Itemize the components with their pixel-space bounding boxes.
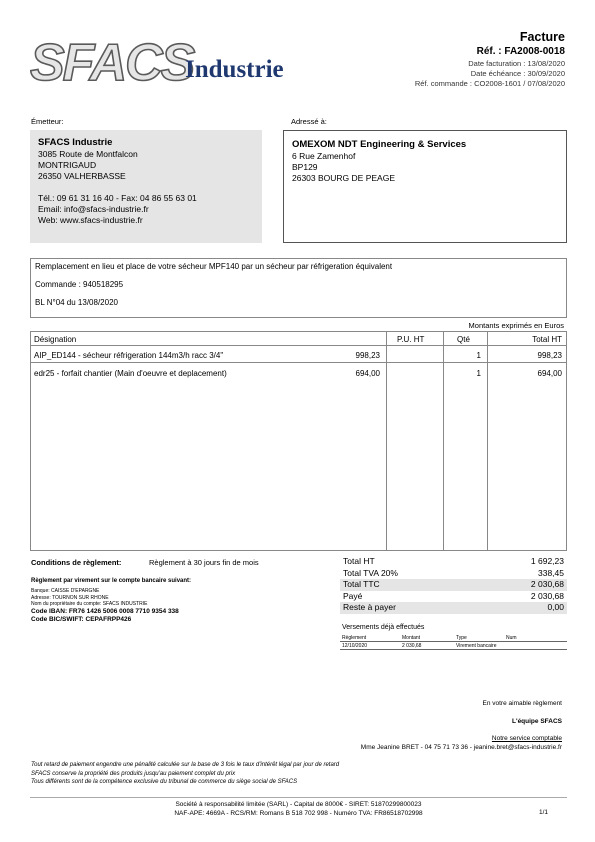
- total-row: [340, 579, 567, 591]
- total-value: 1 692,23: [530, 556, 564, 566]
- payment-type: Virement bancaire: [456, 643, 497, 649]
- legal-notice-line: Tout retard de paiement engendre une pénalité calculée sur la base de 3 fois le taux d'intérêt légal par jour de retard: [31, 762, 340, 768]
- emitter-phone: Tél.: 09 61 31 16 40 - Fax: 04 86 55 63 01: [38, 193, 197, 203]
- conditions-label: Conditions de règlement:: [31, 558, 122, 567]
- invoice-header: [305, 30, 565, 89]
- emitter-address-line: MONTRIGAUD: [38, 160, 97, 170]
- accounting-service: Notre service comptable: [491, 735, 562, 742]
- bic-code: Code BIC/SWIFT: CEPAFRPP426: [31, 615, 132, 623]
- emitter-name: SFACS Industrie: [38, 137, 113, 148]
- total-label: Reste à payer: [343, 602, 396, 612]
- bank-name: Banque: CAISSE D'EPARGNE: [31, 588, 100, 594]
- total-label: Total TVA 20%: [343, 567, 398, 578]
- addressee-name: OMEXOM NDT Engineering & Services: [292, 139, 467, 150]
- legal-notice: [31, 761, 431, 787]
- emitter-website: Web: www.sfacs-industrie.fr: [38, 215, 143, 225]
- row-quantity: 1: [476, 351, 481, 360]
- total-row: [340, 591, 567, 603]
- items-table: [30, 331, 567, 551]
- total-row: [340, 602, 567, 614]
- total-value: 0,00: [547, 602, 564, 612]
- footer-company-info: [30, 800, 567, 818]
- invoice-title: Facture: [519, 30, 565, 44]
- emitter-email: Email: info@sfacs-industrie.fr: [38, 204, 149, 214]
- row-total: 998,23: [537, 351, 562, 360]
- payments-header-date: Règlement: [342, 635, 367, 641]
- total-label: Total TTC: [343, 579, 380, 589]
- bank-address: Adresse: TOURNON SUR RHONE: [31, 594, 109, 601]
- payment-amount: 2 030,68: [402, 643, 422, 649]
- emitter-box: [30, 130, 262, 243]
- total-label: Total HT: [343, 556, 375, 566]
- payment-date: 12/10/2020: [342, 643, 368, 649]
- currency-note: Montants exprimés en Euros: [468, 321, 564, 330]
- row-designation: edr25 - forfait chantier (Main d'oeuvre et deplacement): [34, 369, 227, 378]
- payments-table: [340, 634, 567, 650]
- legal-notice-line: Tous différents sont de la compétence exclusive du tribunal de commerce du siège social de SFACS: [31, 779, 298, 785]
- payments-header-amount: Montant: [402, 635, 421, 641]
- row-total: 694,00: [537, 369, 562, 378]
- row-unit-price: 694,00: [355, 369, 380, 378]
- table-row: [31, 365, 566, 381]
- addressee-address-line: BP129: [292, 162, 318, 172]
- invoice-date: Date facturation : 13/08/2020: [468, 59, 565, 68]
- header-total: Total HT: [532, 335, 562, 344]
- total-value: 338,45: [538, 567, 564, 578]
- page-number: 1/1: [538, 809, 548, 816]
- order-reference: Réf. commande : CO2008-1601 / 07/08/2020: [414, 79, 565, 88]
- table-row: [31, 347, 566, 363]
- payment-conditions: [31, 558, 331, 624]
- payments-row: [340, 642, 567, 650]
- team-signature: L'équipe SFACS: [512, 718, 562, 725]
- addressee-address-line: 6 Rue Zamenhof: [292, 151, 356, 161]
- addressee-address-line: 26303 BOURG DE PEAGE: [292, 173, 395, 183]
- iban-code: Code IBAN: FR76 1426 5006 0008 7710 9354 338: [31, 607, 179, 615]
- emitter-address-line: 26350 VALHERBASSE: [38, 171, 126, 181]
- total-value: 2 030,68: [530, 579, 564, 589]
- invoice-reference: Réf. : FA2008-0018: [476, 46, 565, 57]
- table-header-row: [31, 332, 566, 346]
- bank-transfer-title: Règlement par virement sur le compte bancaire suivant:: [31, 578, 192, 584]
- delivery-note: BL N°04 du 13/08/2020: [35, 298, 118, 307]
- payments-header-row: [340, 634, 567, 642]
- sfacs-logo-graphic: [30, 30, 315, 90]
- conditions-value: Règlement à 30 jours fin de mois: [149, 558, 259, 567]
- logo-suffix-text: Industrie: [185, 56, 284, 83]
- header-unit-price: P.U. HT: [397, 335, 425, 344]
- emitter-label: Émetteur:: [31, 117, 64, 126]
- invoice-notes-box: [30, 258, 567, 318]
- emitter-address-line: 3085 Route de Montfalcon: [38, 149, 138, 159]
- logo-brand-text: SFACS: [30, 34, 194, 90]
- footer-divider: [30, 797, 567, 798]
- footer-line: Société à responsabilité limitée (SARL) - Capital de 8000€ - SIRET: 51870299800023: [175, 801, 422, 808]
- work-description: Remplacement en lieu et place de votre sécheur MPF140 par un sécheur par réfrigeration équivalent: [35, 262, 393, 271]
- addressee-label: Adressé à:: [291, 117, 327, 126]
- header-designation: Désignation: [34, 335, 77, 344]
- totals-block: [340, 556, 567, 614]
- conditions-line: [31, 558, 331, 567]
- total-row: [340, 556, 567, 568]
- due-date: Date échéance : 30/09/2020: [470, 69, 565, 78]
- row-quantity: 1: [476, 369, 481, 378]
- header-quantity: Qté: [457, 335, 470, 344]
- order-number: Commande : 940518295: [35, 280, 124, 289]
- total-label: Payé: [343, 590, 363, 601]
- row-designation: AIP_ED144 - sécheur réfrigeration 144m3/h racc 3/4": [34, 351, 224, 360]
- accounting-contact: Mme Jeanine BRET - 04 75 71 73 36 - jeanine.bret@sfacs-industrie.fr: [360, 744, 562, 751]
- footer-line: NAF-APE: 4669A - RCS/RM: Romans B 518 702 998 - Numéro TVA: FR86518702998: [174, 810, 423, 817]
- payments-header-type: Type: [456, 635, 467, 641]
- legal-notice-line: SFACS conserve la propriété des produits jusqu'au paiement complet du prix: [31, 770, 236, 777]
- addressee-box: [283, 130, 567, 243]
- company-logo: [30, 30, 315, 90]
- payments-title: Versements déjà effectués: [342, 624, 425, 631]
- row-unit-price: 998,23: [355, 351, 380, 360]
- total-value: 2 030,68: [530, 590, 564, 601]
- payments-header-num: Num: [506, 635, 517, 641]
- account-owner: Nom du propriétaire du compte: SFACS INDUSTRIE: [31, 601, 148, 607]
- total-row: [340, 568, 567, 580]
- closing-regards: En votre aimable règlement: [482, 700, 562, 707]
